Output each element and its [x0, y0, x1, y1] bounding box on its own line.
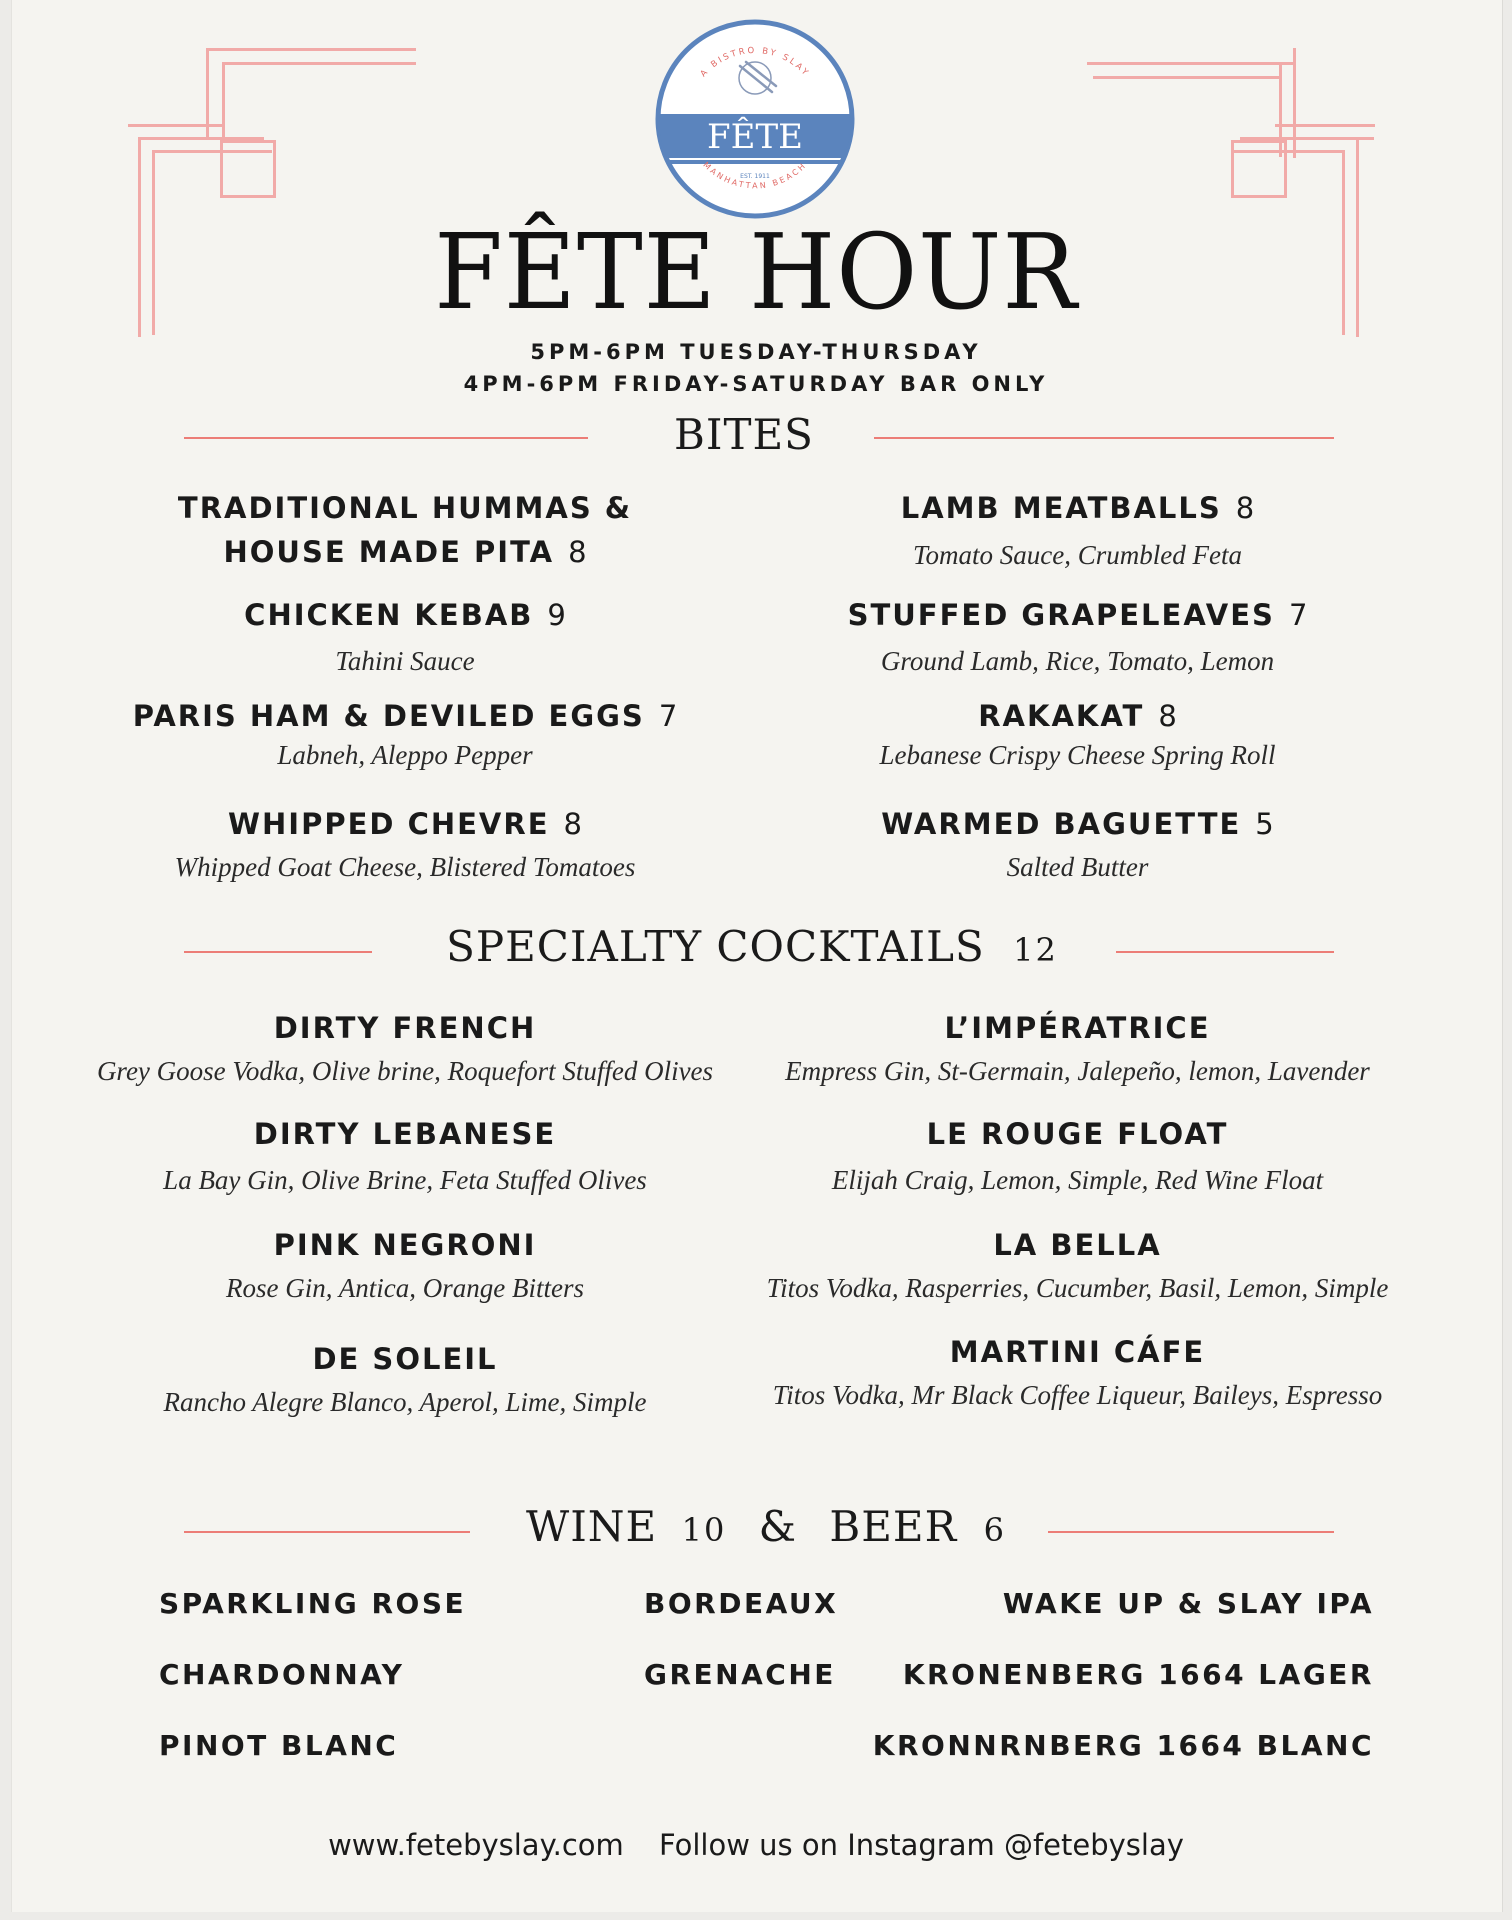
wine-label: WINE [526, 1502, 658, 1551]
website-link[interactable]: www.fetebyslay.com [328, 1828, 624, 1862]
fete-logo [654, 18, 856, 220]
bites-heading: BITES [674, 410, 814, 459]
beer-item: WAKE UP & SLAY IPA [1002, 1587, 1374, 1620]
bite-name-line: HOUSE MADE PITA 8 [223, 535, 587, 569]
bite-name: WARMED BAGUETTE [881, 807, 1242, 841]
logo-arc-bottom: MANHATTAN BEACH [701, 160, 809, 191]
wine-item: PINOT BLANC [159, 1729, 399, 1762]
bite-whipped-chevre [80, 802, 730, 846]
bite-rakakat [745, 694, 1410, 738]
hours-weekend: 4PM-6PM FRIDAY-SATURDAY BAR ONLY [463, 372, 1049, 396]
bite-price: 8 [563, 807, 582, 841]
beer-item: KRONENBERG 1664 LAGER [902, 1658, 1374, 1691]
cocktails-heading [0, 922, 1508, 971]
bite-price: 8 [1235, 491, 1255, 525]
bite-desc: Tahini Sauce [335, 646, 475, 676]
bite-name: STUFFED GRAPELEAVES [847, 598, 1275, 632]
bite-desc: Salted Butter [1006, 852, 1149, 882]
wine-item: BORDEAUX [644, 1587, 839, 1620]
bite-desc: Lebanese Crispy Cheese Spring Roll [879, 740, 1276, 770]
bite-name: WHIPPED CHEVRE [228, 807, 550, 841]
bite-lamb-meatballs [745, 486, 1410, 530]
wine-price: 10 [681, 1511, 727, 1549]
beer-label: BEER [829, 1502, 958, 1551]
bite-price: 8 [568, 535, 587, 569]
cocktail-desc: Empress Gin, St-Germain, Jalepeño, lemon, Lavender [785, 1056, 1370, 1086]
cocktail-desc: Grey Goose Vodka, Olive brine, Roquefort Stuffed Olives [96, 1056, 714, 1086]
logo-arc-top: A BISTRO BY SLAY [698, 45, 812, 80]
cocktail-name: MARTINI CÁFE [949, 1335, 1206, 1369]
logo-est: EST. 1911 [740, 173, 770, 180]
wine-beer-heading [10, 1502, 1512, 1551]
bite-chicken-kebab [80, 593, 730, 637]
cocktail-name: PINK NEGRONI [273, 1228, 537, 1262]
cocktail-name: DE SOLEIL [312, 1342, 498, 1376]
bite-desc: Labneh, Aleppo Pepper [277, 740, 533, 770]
beer-price: 6 [983, 1511, 1006, 1549]
cocktails-heading-label: SPECIALTY COCKTAILS [446, 922, 985, 971]
cocktail-name: LE ROUGE FLOAT [926, 1117, 1229, 1151]
cocktail-name: LA BELLA [993, 1228, 1162, 1262]
wine-item: CHARDONNAY [159, 1658, 405, 1691]
bite-stuffed-grapeleaves [745, 593, 1410, 637]
logo-name: FÊTE [707, 117, 803, 157]
bite-desc: Tomato Sauce, Crumbled Feta [913, 540, 1242, 570]
cocktail-desc: Elijah Craig, Lemon, Simple, Red Wine Float [831, 1165, 1324, 1195]
cocktails-price: 12 [1013, 931, 1058, 969]
bite-price: 8 [1158, 699, 1177, 733]
wine-item: SPARKLING ROSE [159, 1587, 467, 1620]
ampersand: & [758, 1502, 798, 1551]
bite-name: LAMB MEATBALLS [900, 491, 1222, 525]
bite-paris-ham [80, 694, 730, 738]
cocktail-desc: Titos Vodka, Mr Black Coffee Liqueur, Baileys, Espresso [772, 1380, 1383, 1410]
cocktail-desc: Titos Vodka, Rasperries, Cucumber, Basil, Lemon, Simple [766, 1273, 1389, 1303]
cocktail-name: L’IMPÉRATRICE [944, 1011, 1211, 1045]
bite-desc: Whipped Goat Cheese, Blistered Tomatoes [174, 852, 636, 882]
bite-name: CHICKEN KEBAB [244, 598, 534, 632]
hours-weekday: 5PM-6PM TUESDAY-THURSDAY [530, 340, 982, 364]
beer-item: KRONNRNBERG 1664 BLANC [872, 1729, 1374, 1762]
bite-price: 9 [547, 598, 566, 632]
bite-name-line: TRADITIONAL HUMMAS & [177, 491, 633, 525]
bite-name: PARIS HAM & DEVILED EGGS [132, 699, 645, 733]
wine-item: GRENACHE [644, 1658, 836, 1691]
page-title: FÊTE HOUR [434, 211, 1078, 333]
cocktail-name: DIRTY LEBANESE [253, 1117, 557, 1151]
bite-price: 7 [1288, 598, 1308, 632]
footer [0, 1828, 1512, 1862]
bite-price: 5 [1255, 807, 1274, 841]
cocktail-desc: Rancho Alegre Blanco, Aperol, Lime, Simple [163, 1387, 647, 1417]
bite-name: RAKAKAT [978, 699, 1145, 733]
cocktail-desc: Rose Gin, Antica, Orange Bitters [226, 1273, 584, 1303]
bite-price: 7 [658, 699, 678, 733]
instagram-text: Follow us on Instagram @fetebyslay [658, 1828, 1184, 1862]
cocktail-desc: La Bay Gin, Olive Brine, Feta Stuffed Olives [163, 1165, 647, 1195]
bite-hummas [80, 486, 730, 574]
bite-warmed-baguette [745, 802, 1410, 846]
bite-desc: Ground Lamb, Rice, Tomato, Lemon [880, 646, 1275, 676]
cocktail-name: DIRTY FRENCH [273, 1011, 537, 1045]
